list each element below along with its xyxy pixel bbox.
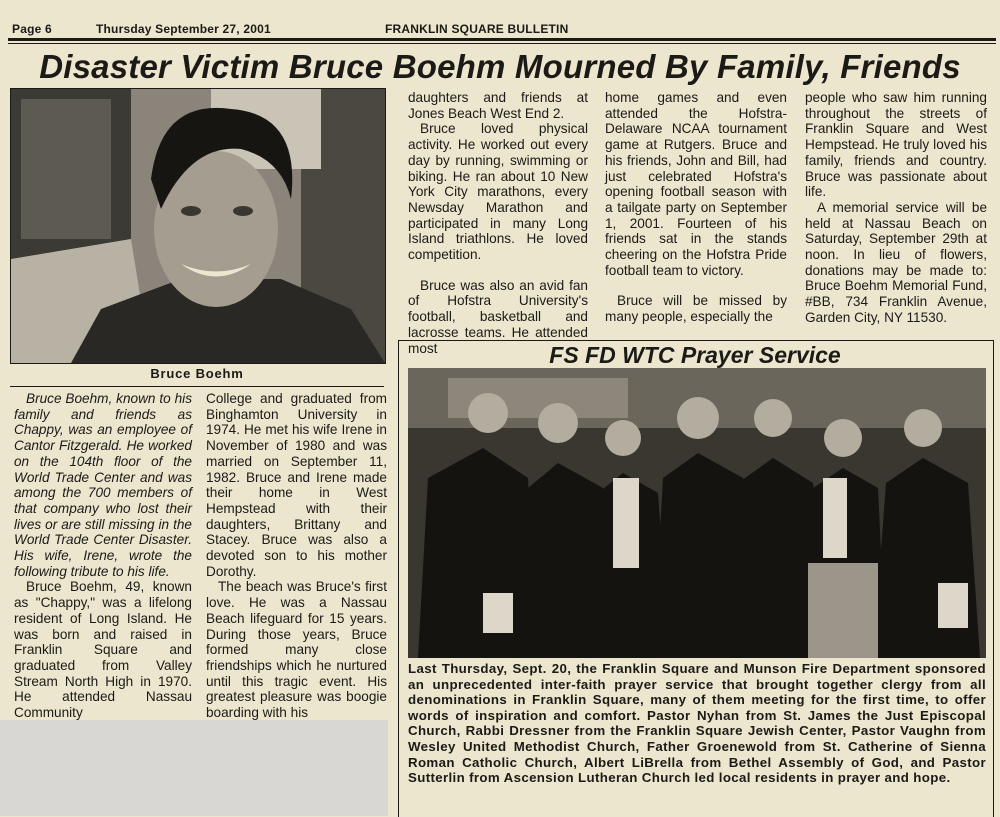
article-paragraph: Bruce Boehm, 49, known as "Chappy," was a lifelong resident of Long Island. He was born and raised in Franklin Square and graduated from Valley Stream North High in 1970. He attended Nassau Community bbox=[14, 579, 192, 721]
portrait-caption: Bruce Boehm bbox=[10, 362, 384, 387]
page-number: Page 6 bbox=[12, 22, 52, 36]
group-photo bbox=[408, 368, 986, 658]
blank-area bbox=[0, 720, 388, 816]
top-rule bbox=[8, 38, 996, 41]
headline: Disaster Victim Bruce Boehm Mourned By Family, Friends bbox=[39, 48, 961, 85]
article-column-5 bbox=[805, 90, 987, 326]
article-paragraph: College and graduated from Binghamton University in 1974. He met his wife Irene in November of 1980 and was married on September 11, 1982. Bruce and Irene made their home in West Hempstead with their daughters, Brittany and Stacey. Bruce was also a devoted son to his mother Dorothy. bbox=[206, 391, 387, 579]
paper-name: FRANKLIN SQUARE BULLETIN bbox=[385, 22, 569, 36]
article-paragraph: daughters and friends at Jones Beach West End 2. bbox=[408, 90, 588, 121]
issue-date: Thursday September 27, 2001 bbox=[96, 22, 271, 36]
prayer-service-caption: Last Thursday, Sept. 20, the Franklin Square and Munson Fire Department sponsored an unprecedented inter-faith prayer service that brought together clergy from all denominations in Franklin Square, many of them meeting for the first time, to offer words of inspiration and comfort. Pastor Nyhan from St. James the Just Episcopal Church, Rabbi Dressner from the Franklin Square Jewish Center, Pastor Vaughn from Wesley United Methodist Church, Father Groenewold from St. Catherine of Sienna Roman Catholic Church, Albert LiBrella from Bethel Assembly of God, and Pastor Sutterlin from Ascension Lutheran Church led local residents in prayer and hope. bbox=[408, 661, 986, 786]
article-paragraph: A memorial service will be held at Nassau Beach on Saturday, September 29th at noon. In lieu of flowers, donations may be made to: Bruce Boehm Memorial Fund, #BB, 734 Franklin Avenue, Garden City, NY 11530. bbox=[805, 199, 987, 325]
top-rule-thin bbox=[8, 43, 996, 44]
article-column-1 bbox=[14, 391, 192, 721]
article-paragraph: Bruce will be missed by many people, especially the bbox=[605, 293, 787, 325]
article-column-3 bbox=[408, 90, 588, 356]
article-column-4 bbox=[605, 90, 787, 325]
article-paragraph: home games and even attended the Hofstra-Delaware NCAA tournament game at Rutgers. Bruce and his friends, John and Bill, had just celebrated Hofstra's opening football season with a tailgate party on September 1, 2001. Fourteen of his friends sat in the stands cheering on the Hofstra Pride football team to victory. bbox=[605, 90, 787, 278]
article-column-2 bbox=[206, 391, 387, 721]
prayer-service-title: FS FD WTC Prayer Service bbox=[549, 342, 841, 368]
article-intro: Bruce Boehm, known to his family and friends as Chappy, was an employee of Cantor Fitzgerald. He worked on the 104th floor of the World Trade Center and was among the 700 members of that company who lost their lives or are still missing in the World Trade Center Disaster. His wife, Irene, wrote the following tribute to his life. bbox=[14, 391, 192, 579]
article-paragraph: people who saw him running throughout the streets of Franklin Square and West Hempstead. He truly loved his family, friends and country. Bruce was passionate about life. bbox=[805, 90, 987, 200]
article-paragraph: The beach was Bruce's first love. He was a Nassau Beach lifeguard for 15 years. During those years, Bruce formed many close friendships which he nurtured until this tragic event. His greatest pleasure was boogie boarding with his bbox=[206, 579, 387, 721]
portrait-photo bbox=[10, 88, 386, 364]
article-paragraph: Bruce was also an avid fan of Hofstra University's football, basketball and lacrosse teams. He attended most bbox=[408, 277, 588, 356]
article-paragraph: Bruce loved physical activity. He worked out every day by running, swimming or biking. He ran about 10 New York City marathons, every Newsday Marathon and participated in many Long Island triathlons. He loved competition. bbox=[408, 121, 588, 263]
